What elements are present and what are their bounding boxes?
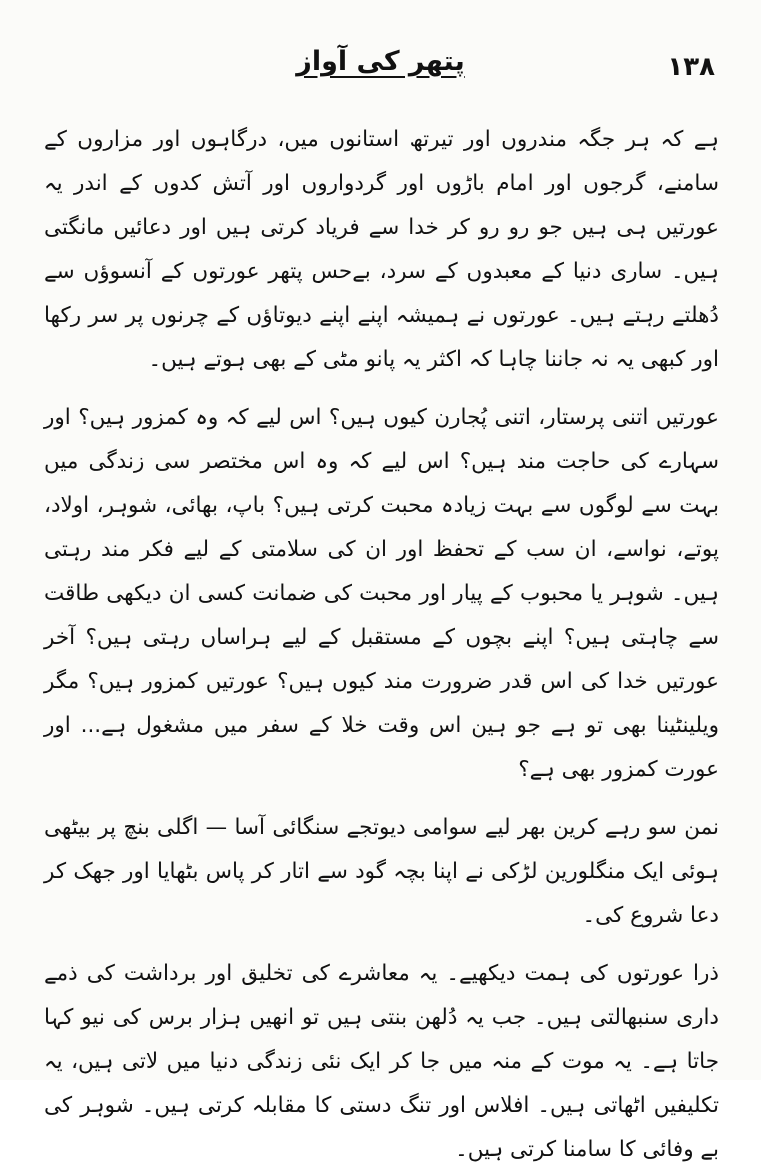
paragraph-3: نمن سو رہے کرین بھر لیے سوامی دیوتجے سنگائی آسا — اگلی بنچ پر بیٹھی ہوئی ایک منگلورین لڑکی نے اپنا بچہ گود سے اتار کر پاس بٹھایا اور جھک کر دعا شروع کی۔: [44, 815, 719, 928]
paragraph-4: ذرا عورتوں کی ہمت دیکھیے۔ یہ معاشرے کی تخلیق اور برداشت کی ذمے داری سنبھالتی ہیں۔ جب یہ دُلھن بنتی ہیں تو انھیں ہزار برس کی نیو کہا جاتا ہے۔ یہ موت کے منہ میں جا کر ایک نئی زندگی دنیا میں لاتی ہیں، یہ تکلیفیں اٹھاتی ہیں۔ افلاس اور تنگ دستی کا مقابلہ کرتی ہیں۔ شوہر کی بے وفائی کا سامنا کرتی ہیں۔: [44, 961, 719, 1162]
running-title: پتھر کی آواز: [296, 46, 465, 77]
page-body: [44, 118, 719, 1172]
page-number: ۱۳۸: [667, 52, 715, 82]
paragraph-1: ہے کہ ہر جگہ مندروں اور تیرتھ استانوں میں، درگاہوں اور مزاروں کے سامنے، گرجوں اور امام باڑوں اور گردواروں اور آتش کدوں کے اندر یہ عورتیں ہی ہیں جو رو رو کر خدا سے فریاد کرتی ہیں اور دعائیں مانگتی ہیں۔ ساری دنیا کے معبدوں کے سرد، بےحس پتھر عورتوں کے آنسوؤں سے دُھلتے رہتے ہیں۔ عورتوں نے ہمیشہ اپنے اپنے دیوتاؤں کے چرنوں پر سر رکھا اور کبھی یہ نہ جاننا چاہا کہ اکثر یہ پانو مٹی کے بھی ہوتے ہیں۔: [44, 127, 719, 372]
paragraph-2: عورتیں اتنی پرستار، اتنی پُجارن کیوں ہیں؟ اس لیے کہ وہ کمزور ہیں؟ اور سہارے کی حاجت مند ہیں؟ اس لیے کہ وہ اس مختصر سی زندگی میں بہت سے لوگوں سے بہت زیادہ محبت کرتی ہیں؟ باپ، بھائی، شوہر، اولاد، پوتے، نواسے، ان سب کے تحفظ اور ان کی سلامتی کے لیے فکر مند رہتی ہیں۔ شوہر یا محبوب کے پیار اور محبت کی ضمانت کسی ان دیکھی طاقت سے چاہتی ہیں؟ اپنے بچوں کے مستقبل کے لیے ہراساں رہتی ہیں؟ آخر عورتیں خدا کی اس قدر ضرورت مند کیوں ہیں؟ عورتیں کمزور ہیں؟ مگر ویلینٹینا بھی تو ہے جو ہین اس وقت خلا کے سفر میں مشغول ہے... اور عورت کمزور بھی ہے؟: [44, 405, 719, 782]
